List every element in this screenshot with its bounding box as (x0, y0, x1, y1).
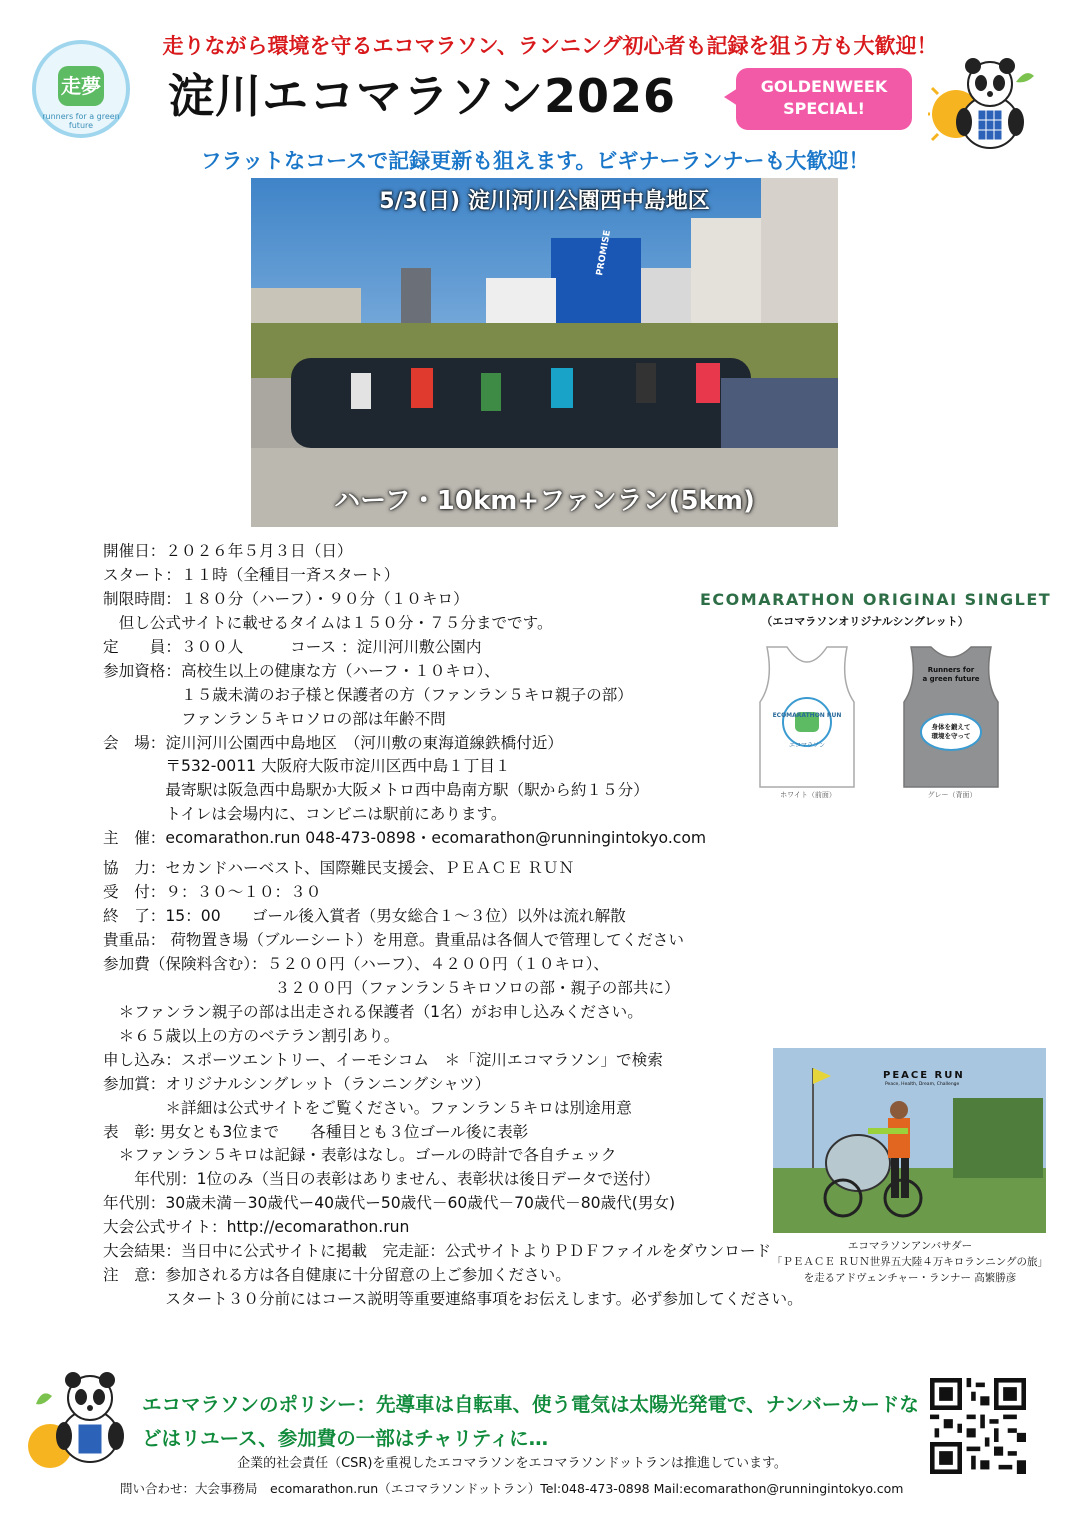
ambassador-photo (773, 1048, 1046, 1233)
panda-mascot-footer-icon (28, 1368, 140, 1468)
detail-toilet: トイレは会場内に、コンビニは駅前にあります。 (103, 805, 507, 824)
singlet-back-line-2: a green future (922, 675, 980, 683)
csr-statement: 企業的社会責任（CSR)を重視したエコマラソンをエコマラソンドットランは推進しています。 (237, 1456, 787, 1471)
ambassador-line-2: 「ＰＥＡＣＥ ＲＵＮ世界五大陸４万キロランニングの旅」 (771, 1256, 1049, 1268)
event-details (103, 540, 803, 1312)
singlet-back-text (906, 666, 996, 684)
contact-info: 問い合わせ：大会事務局 ecomarathon.run（エコマラソンドットラン）Tel:048-473-0898 Mail:ecomarathon@runningintokyo.com (120, 1481, 904, 1496)
detail-time-limit: 制限時間：１８０分（ハーフ）・９０分（１０キロ） (103, 589, 469, 608)
panda-mascot-icon (928, 52, 1038, 152)
singlet-back-line-1: Runners for (927, 666, 975, 674)
logo-text: runners for a green future (42, 112, 120, 130)
peace-run-banner: PEACE RUN (883, 1070, 965, 1081)
singlet-back-message-2: 環境を守って (931, 732, 971, 740)
detail-prize: 参加賞：オリジナルシングレット（ランニングシャツ） (103, 1074, 491, 1093)
photo-sign-text: PROMISE (595, 229, 613, 277)
badge-line-1: GOLDENWEEK (760, 77, 888, 96)
detail-start: スタート：１１時（全種目一斉スタート） (103, 565, 400, 584)
logo-heart-icon: 走夢 (58, 66, 104, 106)
detail-caution: 注 意：参加される方は各自健康に十分留意の上ご参加ください。 (103, 1266, 571, 1285)
tagline: 走りながら環境を守るエコマラソン、ランニング初心者も記録を狙う方も大歓迎！ (162, 34, 938, 58)
detail-age-groups: 年代別：30歳未満－30歳代ー40歳代ー50歳代－60歳代－70歳代－80歳代(男女) (103, 1194, 676, 1213)
white-singlet-caption: ホワイト（前面） (780, 791, 836, 799)
singlet-logo-mark: 走夢 (810, 748, 829, 758)
race-photo-illustration (251, 178, 838, 527)
photo-caption-distances: ハーフ・10km+ファンラン(5km) (334, 486, 755, 516)
detail-fee: 参加費（保険料含む）：５２００円（ハーフ）、４２００円（１０キロ）、 (103, 954, 610, 973)
subtitle: フラットなコースで記録更新も狙えます。ビギナーランナーも大歓迎！ (200, 149, 870, 173)
singlet-back-message-1: 身体を鍛えて (931, 723, 971, 731)
gray-singlet-icon (886, 642, 1016, 792)
detail-fee-note-2: ＊６５歳以上の方のベテラン割引あり。 (103, 1026, 400, 1045)
race-photo (251, 178, 838, 527)
policy-statement: エコマラソンのポリシー：先導車は自転車、使う電気は太陽光発電で、ナンバーカードなどはリユース、参加費の一部はチャリティに… (142, 1393, 919, 1450)
detail-time-limit-note: 但し公式サイトに載せるタイムは１５０分・７５分までです。 (103, 613, 553, 632)
peace-run-banner-sub: Peace, Health, Dream, Challenge (885, 1082, 960, 1087)
qr-code-icon[interactable] (930, 1378, 1026, 1474)
photo-caption-date: 5/3(日) 淀川河川公園西中島地区 (379, 189, 710, 214)
detail-end: 終 了：15：00 ゴール後入賞者（男女総合１〜３位）以外は流れ解散 (103, 907, 626, 926)
detail-capacity: 定 員：３００人 コース ：淀川河川敷公園内 (103, 637, 482, 656)
detail-application: 申し込み：スポーツエントリー、イーモシコム ＊「淀川エコマラソン」で検索 (103, 1050, 663, 1069)
detail-caution-2: スタート３０分前にはコース説明等重要連絡事項をお伝えします。必ず参加してください。 (103, 1290, 803, 1309)
detail-awards-note: ＊ファンラン５キロは記録・表彰はなし。ゴールの時計で各自チェック (103, 1146, 617, 1165)
singlet-front-sub: エコマラソン (788, 742, 825, 749)
detail-valuables: 貴重品： 荷物置き場（ブルーシート）を用意。貴重品は各個人で管理してください (103, 931, 684, 949)
detail-venue: 会 場：淀川河川公園西中島地区 （河川敷の東海道線鉄橋付近） (103, 733, 564, 752)
detail-reception: 受 付：９：３０〜１０：３０ (103, 883, 322, 902)
detail-awards: 表 彰: 男女とも3位まで 各種目とも３位ゴール後に表彰 (103, 1122, 529, 1141)
detail-address: 〒532-0011 大阪府大阪市淀川区西中島１丁目１ (103, 757, 511, 776)
detail-fee-note-1: ＊ファンラン親子の部は出走される保護者（1名）がお申し込みください。 (103, 1002, 643, 1021)
page-title: 淀川エコマラソン2026 (168, 69, 677, 123)
singlet-front-text: ECOMARATHON RUN (772, 712, 842, 719)
detail-cooperation: 協 力：セカンドハーベスト、国際難民支援会、ＰＥＡＣＥ ＲＵＮ (103, 859, 575, 878)
detail-eligibility: 参加資格：高校生以上の健康な方（ハーフ・１０キロ）、 (103, 661, 500, 680)
detail-eligibility-2: １５歳未満のお子様と保護者の方（ファンラン５キロ親子の部） (103, 685, 633, 704)
detail-results: 大会結果：当日中に公式サイトに掲載 完走証：公式サイトよりＰＤＦファイルをダウンロード (103, 1242, 772, 1261)
badge-line-2: SPECIAL! (783, 99, 865, 118)
ambassador-line-1: エコマラソンアンバサダー (847, 1240, 973, 1252)
detail-eligibility-3: ファンラン５キロソロの部は年齢不問 (103, 709, 446, 728)
detail-station: 最寄駅は阪急西中島駅か大阪メトロ西中島南方駅（駅から約１５分） (103, 781, 649, 800)
detail-date: 開催日：２０２６年５月３日（日） (103, 542, 353, 560)
gray-singlet-caption: グレー（背面） (927, 791, 977, 799)
detail-fee-2: ３２００円（ファンラン５キロソロの部・親子の部共に） (103, 978, 680, 997)
detail-prize-note: ＊詳細は公式サイトをご覧ください。ファンラン５キロは別途用意 (103, 1098, 632, 1117)
ambassador-caption (760, 1238, 1060, 1286)
singlet-title: ECOMARATHON ORIGINAI SINGLET (700, 590, 1052, 609)
singlet-back-message (906, 723, 996, 741)
detail-website: 大会公式サイト：http://ecomarathon.run (103, 1218, 410, 1237)
detail-organizer: 主 催：ecomarathon.run 048-473-0898・ecomarathon@runningintokyo.com (103, 829, 707, 848)
logo (32, 40, 130, 138)
singlet-subtitle: （エコマラソンオリジナルシングレット） (761, 615, 969, 628)
detail-awards-age: 年代別：1位のみ（当日の表彰はありません、表彰状は後日データで送付） (103, 1170, 660, 1189)
ambassador-line-3: を走るアドヴェンチャー・ランナー 高繁勝彦 (803, 1272, 1017, 1284)
goldenweek-badge (736, 68, 912, 130)
